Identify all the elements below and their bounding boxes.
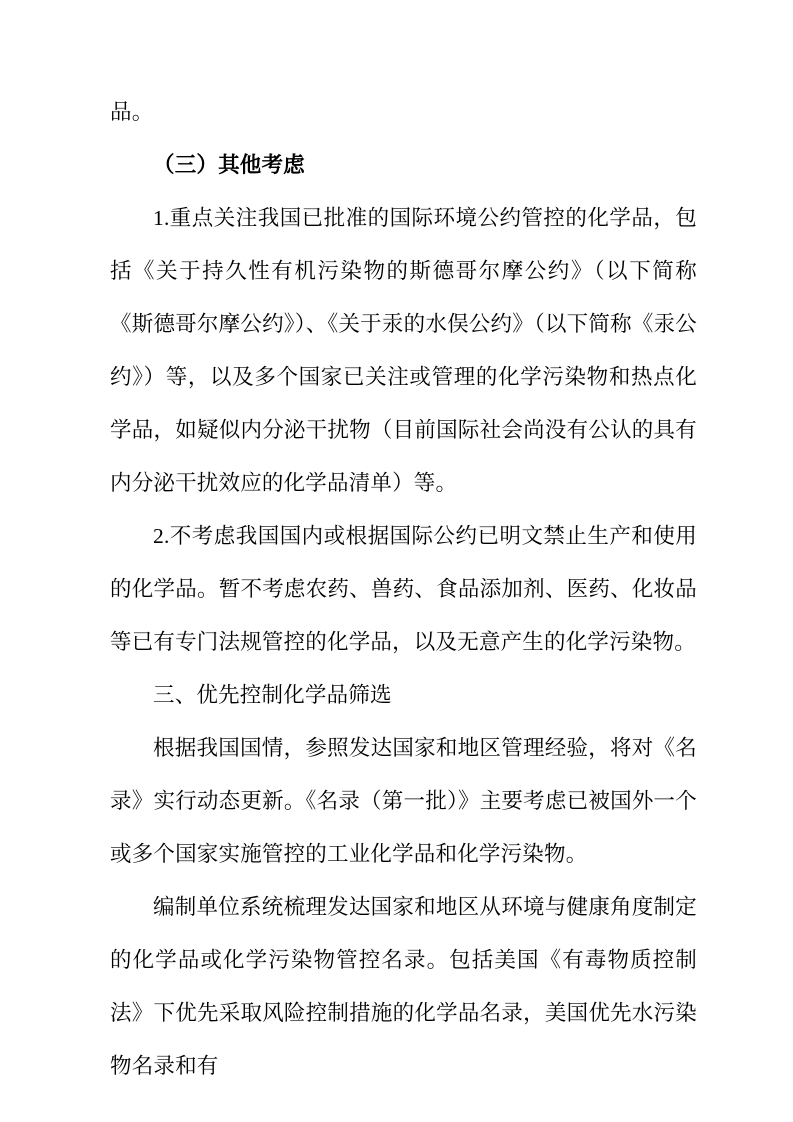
paragraph-item-1: 1.重点关注我国已批准的国际环境公约管控的化学品，包括《关于持久性有机污染物的斯德哥尔摩公约》（以下简称《斯德哥尔摩公约》）、《关于汞的水俣公约》（以下简称《汞公约》）等，以及多个国家已关注或管理的化学污染物和热点化学品，如疑似内分泌干扰物（目前国际社会尚没有公认的具有内分泌干扰效应的化学品清单）等。 [110,206,697,495]
heading-other-considerations: （三）其他考虑 [153,153,305,177]
paragraph-screening-1: 根据我国国情，参照发达国家和地区管理经验，将对《名录》实行动态更新。《名录（第一批）》主要考虑已被国外一个或多个国家实施管控的工业化学品和化学污染物。 [110,736,697,866]
heading-section-three: 三、优先控制化学品筛选 [153,683,392,707]
paragraph-continued: 品。 [110,100,154,124]
paragraph-item-2: 2.不考虑我国国内或根据国际公约已明文禁止生产和使用的化学品。暂不考虑农药、兽药、食品添加剂、医药、化妆品等已有专门法规管控的化学品，以及无意产生的化学污染物。 [110,524,697,654]
document-body [110,86,697,1093]
paragraph-screening-2: 编制单位系统梳理发达国家和地区从环境与健康角度制定的化学品或化学污染物管控名录。包括美国《有毒物质控制法》下优先采取风险控制措施的化学品名录，美国优先水污染物名录和有 [110,895,697,1078]
